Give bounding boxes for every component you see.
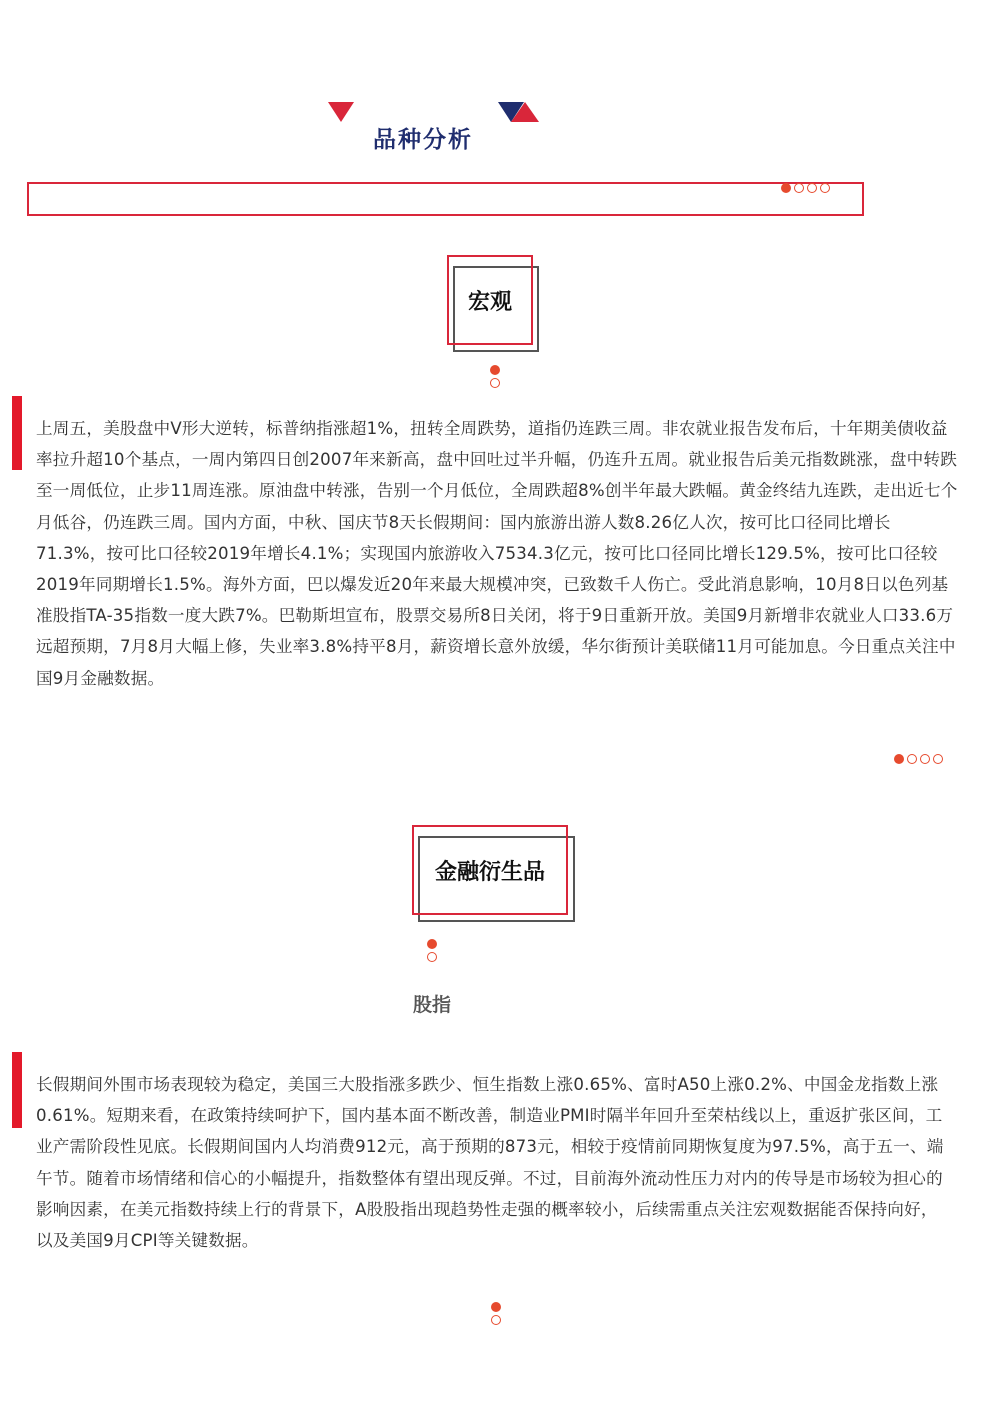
dot-ring-icon: [427, 952, 437, 962]
derivatives-left-bar: [12, 1052, 22, 1128]
subsection-title-index: 股指: [413, 994, 452, 1016]
header-triangle-red-icon: [511, 102, 539, 122]
header-dots: [781, 183, 830, 193]
header-bar: [27, 182, 864, 216]
footer-divider-dots: [491, 1302, 501, 1325]
dot-ring-icon: [920, 754, 930, 764]
dot-ring-icon: [490, 378, 500, 388]
header-triangle-left-icon: [328, 102, 354, 122]
macro-left-bar: [12, 396, 22, 470]
dot-ring-icon: [491, 1315, 501, 1325]
dot-ring-icon: [794, 183, 804, 193]
dot-ring-icon: [907, 754, 917, 764]
macro-divider-dots: [490, 365, 500, 388]
dot-filled-icon: [894, 754, 904, 764]
dot-ring-icon: [820, 183, 830, 193]
section-title-macro: 宏观: [467, 289, 512, 315]
derivatives-title-box: [412, 825, 568, 915]
macro-title-box: [447, 255, 533, 345]
macro-paragraph: 上周五，美股盘中V形大逆转，标普纳指涨超1%，扭转全周跌势，道指仍连跌三周。非农就业报告发布后，十年期美债收益率拉升超10个基点，一周内第四日创2007年来新高，盘中回吐过半升幅，仍连升五周。就业报告后美元指数跳涨，盘中转跌至一周低位，止步11周连涨。原油盘中转涨，告别一个月低位，全周跌超8%创半年最大跌幅。黄金终结九连跌，走出近七个月低谷，仍连跌三周。国内方面，中秋、国庆节8天长假期间：国内旅游出游人数8.26亿人次，按可比口径同比增长71.3%，按可比口径较2019年增长4.1%；实现国内旅游收入7534.3亿元，按可比口径同比增长129.5%，按可比口径较2019年同期增长1.5%。海外方面，巴以爆发近20年来最大规模冲突，已致数千人伤亡。受此消息影响，10月8日以色列基准股指TA-35指数一度大跌7%。巴勒斯坦宣布，股票交易所8日关闭，将于9日重新开放。美国9月新增非农就业人口33.6万远超预期，7月8月大幅上修，失业率3.8%持平8月，薪资增长意外放缓，华尔街预计美联储11月可能加息。今日重点关注中国9月金融数据。: [36, 419, 958, 688]
derivatives-divider-dots: [427, 939, 437, 962]
dot-filled-icon: [491, 1302, 501, 1312]
dot-ring-icon: [933, 754, 943, 764]
dot-filled-icon: [781, 183, 791, 193]
page-title: 品种分析: [373, 127, 473, 153]
macro-end-dots: [894, 754, 943, 764]
derivatives-paragraph: 长假期间外围市场表现较为稳定，美国三大股指涨多跌少、恒生指数上涨0.65%、富时A50上涨0.2%、中国金龙指数上涨0.61%。短期来看，在政策持续呵护下，国内基本面不断改善，制造业PMI时隔半年回升至荣枯线以上，重返扩张区间，工业产需阶段性见底。长假期间国内人均消费912元，高于预期的873元，相较于疫情前同期恢复度为97.5%，高于五一、端午节。随着市场情绪和信心的小幅提升，指数整体有望出现反弹。不过，目前海外流动性压力对内的传导是市场较为担心的影响因素，在美元指数持续上行的背景下，A股股指出现趋势性走强的概率较小，后续需重点关注宏观数据能否保持向好，以及美国9月CPI等关键数据。: [36, 1075, 944, 1251]
dot-filled-icon: [490, 365, 500, 375]
dot-filled-icon: [427, 939, 437, 949]
dot-ring-icon: [807, 183, 817, 193]
section-title-derivatives: 金融衍生品: [434, 859, 545, 885]
